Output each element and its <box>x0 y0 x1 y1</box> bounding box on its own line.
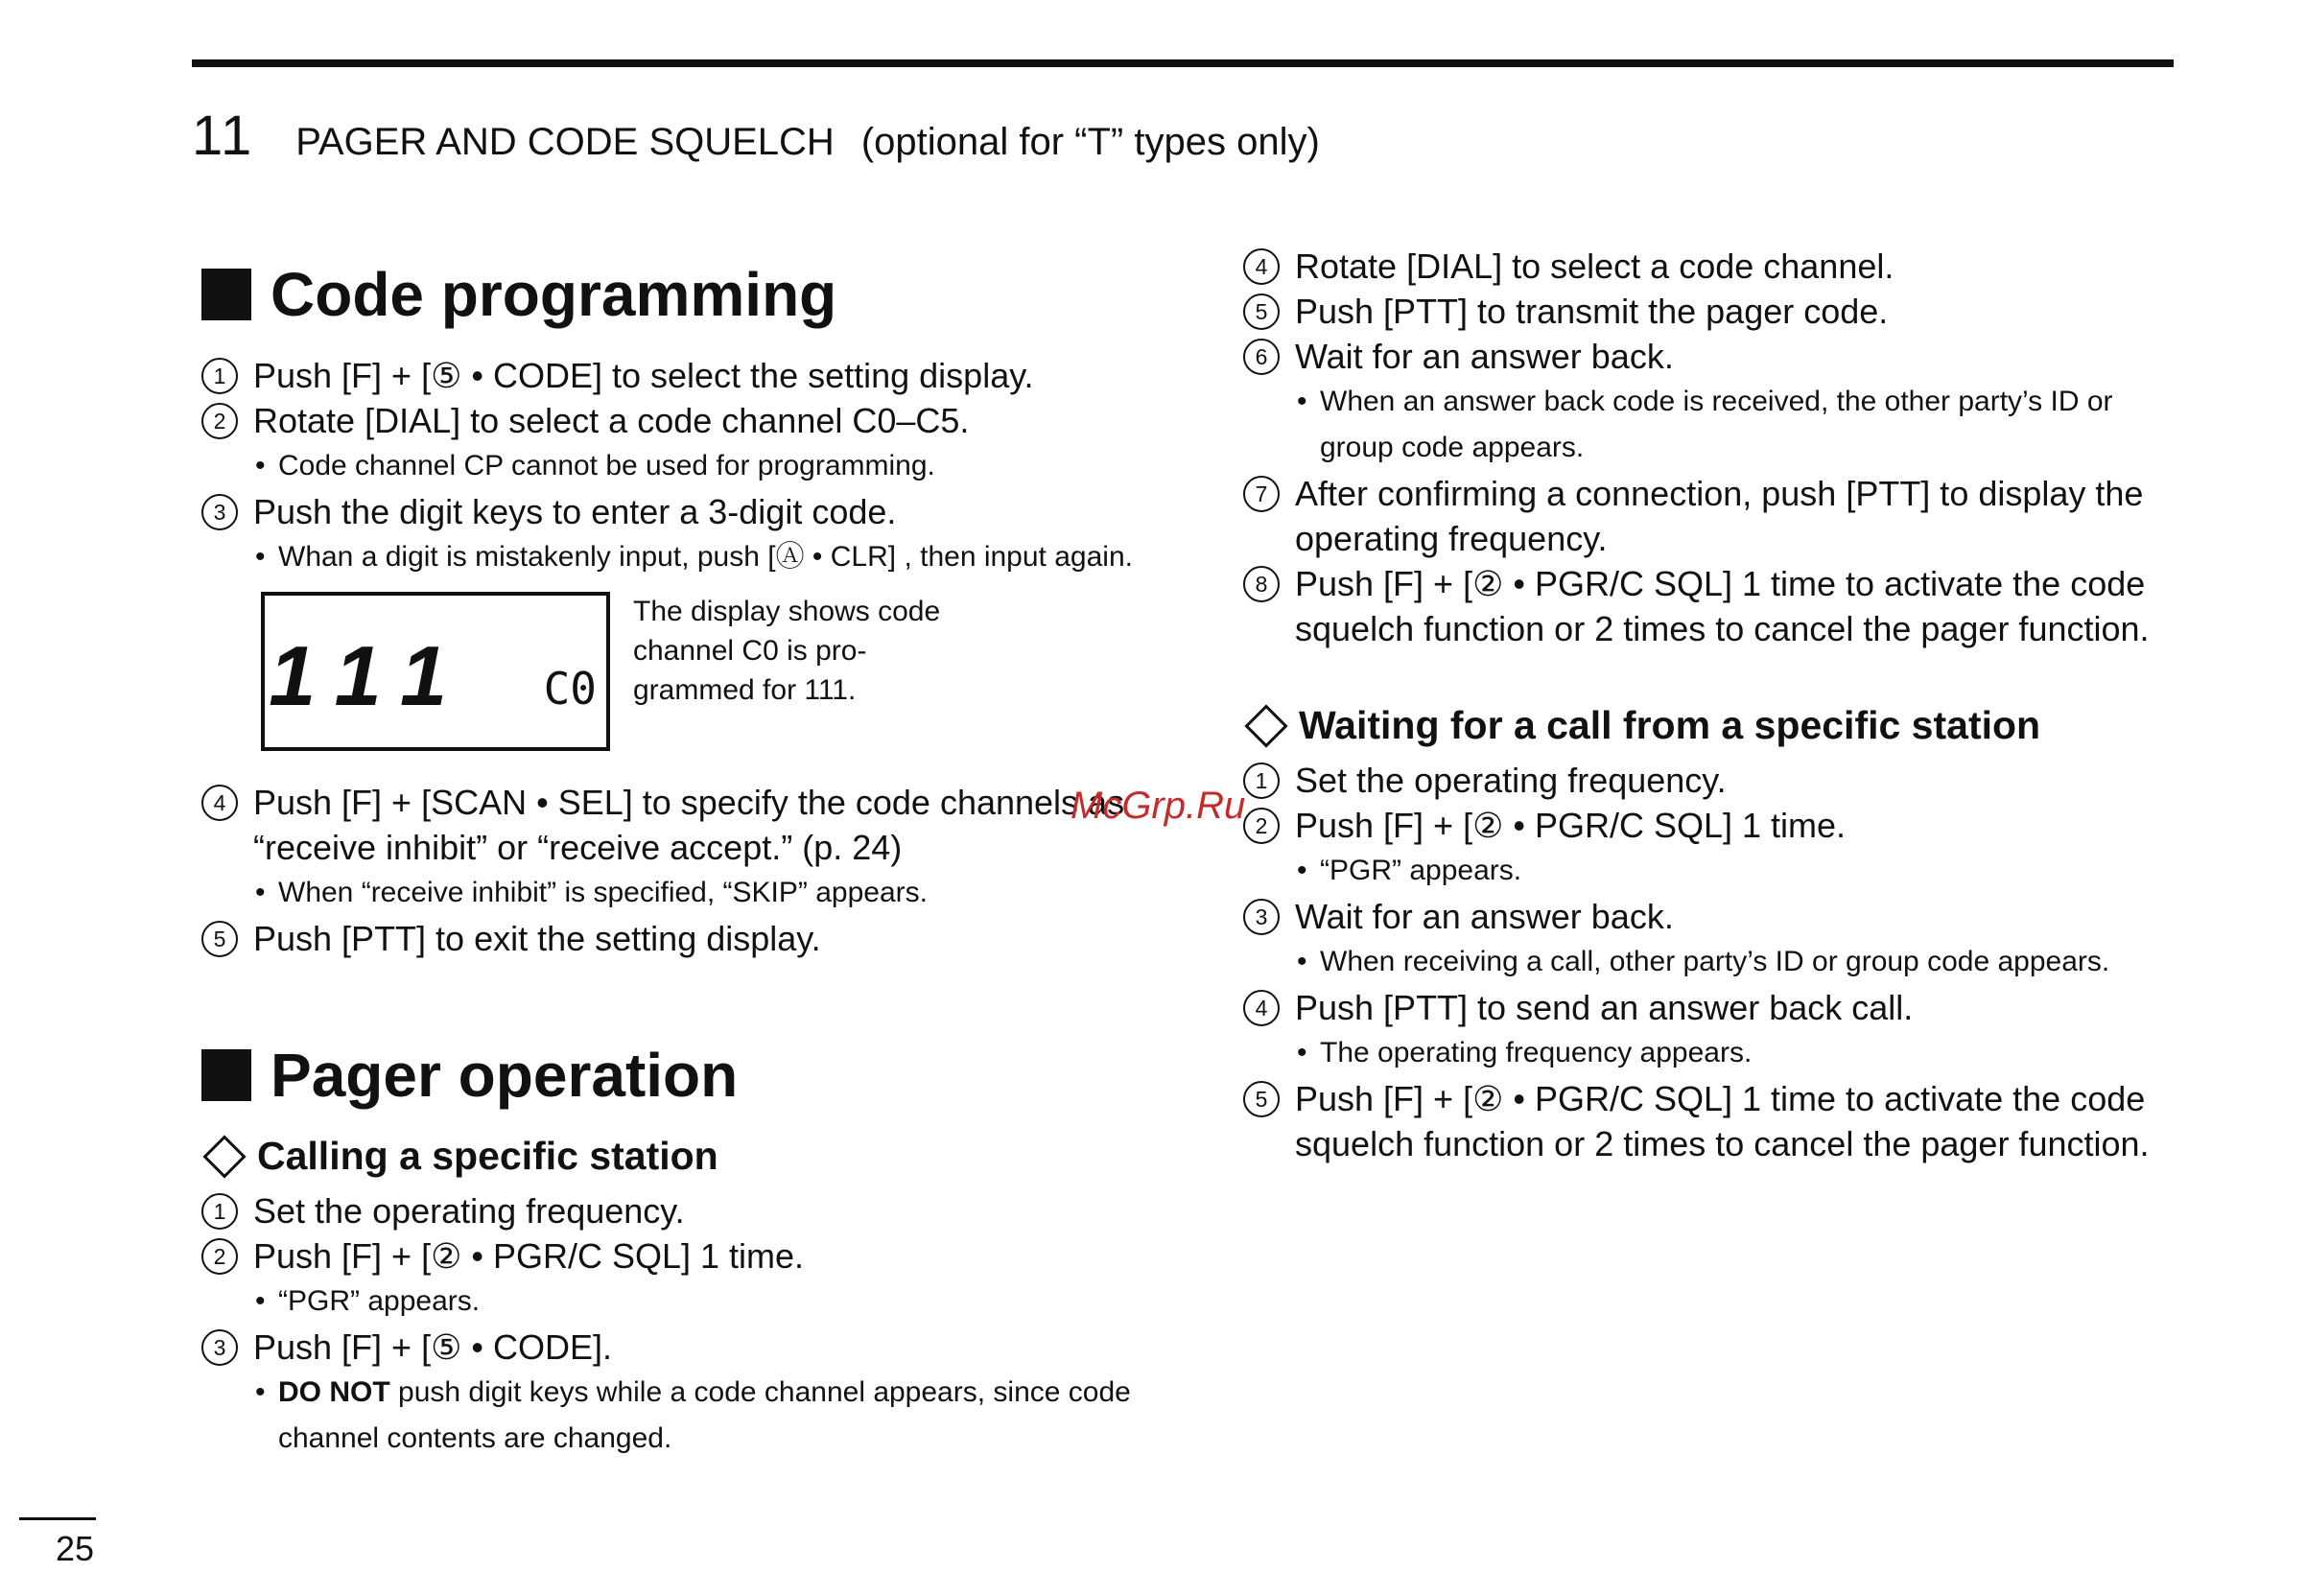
step-number-icon: 7 <box>1243 476 1280 512</box>
step-text: Push [F] + [SCAN • SEL] to specify the code channels as “receive inhibit” or “receive accept.” (p. 24) <box>253 783 1125 867</box>
bullet-dot-icon: • <box>1297 386 1307 417</box>
step-text: Wait for an answer back. <box>1295 337 1674 376</box>
calling-step-5 <box>1243 289 2193 334</box>
code-step-2 <box>201 398 1161 443</box>
code-note-2 <box>201 443 1161 489</box>
note-text: When “receive inhibit” is specified, “SKIP” appears. <box>278 877 928 908</box>
pager-operation-title: Pager operation <box>271 1041 739 1110</box>
step-number-icon: 3 <box>1243 899 1280 935</box>
chapter-header <box>192 104 1320 171</box>
right-column <box>1243 244 2193 1166</box>
calling-step-1 <box>201 1188 1161 1233</box>
step-text: Push [F] + [② • PGR/C SQL] 1 time to activate the code squelch function or 2 times to cancel the pager function. <box>1295 1079 2150 1163</box>
page-number: 25 <box>56 1529 95 1568</box>
waiting-step-4 <box>1243 985 2193 1030</box>
step-number-icon: 8 <box>1243 566 1280 602</box>
step-text: Push [F] + [② • PGR/C SQL] 1 time. <box>1295 806 1847 845</box>
bullet-dot-icon: • <box>255 541 266 573</box>
lcd-code-digits: 111 <box>269 628 472 723</box>
bullet-dot-icon: • <box>1297 1037 1307 1068</box>
step-text: Push the digit keys to enter a 3-digit code. <box>253 492 897 531</box>
step-text: Push [PTT] to transmit the pager code. <box>1295 292 1889 331</box>
bullet-dot-icon: • <box>255 450 266 481</box>
step-number-icon: 4 <box>201 785 238 821</box>
step-text: After confirming a connection, push [PTT] to display the operating frequency. <box>1295 474 2144 558</box>
square-bullet-icon <box>201 1049 251 1101</box>
top-rule <box>192 59 2174 67</box>
code-programming-title: Code programming <box>271 260 837 329</box>
step-text: Set the operating frequency. <box>1295 761 1727 800</box>
step-number-icon: 3 <box>201 1329 238 1366</box>
step-number-icon: 4 <box>1243 990 1280 1026</box>
bullet-dot-icon: • <box>1297 855 1307 886</box>
left-column <box>201 259 1161 1462</box>
step-number-icon: 3 <box>201 494 238 530</box>
note-text: “PGR” appears. <box>1320 855 1522 886</box>
code-step-4 <box>201 780 1161 870</box>
calling-step-4 <box>1243 244 2193 289</box>
code-note-4 <box>201 870 1161 916</box>
note-text: When receiving a call, other party’s ID or group code appears. <box>1320 946 2110 977</box>
step-number-icon: 4 <box>1243 248 1280 285</box>
step-number-icon: 2 <box>201 403 238 439</box>
step-text: Push [F] + [⑤ • CODE] to select the setting display. <box>253 356 1034 395</box>
lcd-display <box>261 592 610 751</box>
waiting-note-2 <box>1243 848 2193 894</box>
step-number-icon: 5 <box>1243 293 1280 330</box>
step-text: Rotate [DIAL] to select a code channel C0–C5. <box>253 401 970 440</box>
diamond-bullet-icon <box>1244 704 1287 747</box>
bullet-dot-icon: • <box>255 1376 266 1408</box>
step-text: Push [PTT] to exit the setting display. <box>253 919 821 958</box>
step-text: Push [F] + [⑤ • CODE]. <box>253 1327 612 1367</box>
waiting-step-1 <box>1243 758 2193 803</box>
waiting-note-4 <box>1243 1030 2193 1076</box>
note-text: The operating frequency appears. <box>1320 1037 1753 1068</box>
code-note-3 <box>201 534 1161 580</box>
bullet-dot-icon: • <box>255 877 266 908</box>
calling-step-2 <box>201 1233 1161 1279</box>
note-emphasis: DO NOT <box>278 1376 390 1408</box>
calling-note-6 <box>1243 379 2193 471</box>
waiting-step-2 <box>1243 803 2193 848</box>
calling-heading <box>201 1134 1161 1179</box>
note-text <box>278 1370 1161 1462</box>
calling-step-8 <box>1243 561 2193 651</box>
step-text: Wait for an answer back. <box>1295 897 1674 936</box>
step-number-icon: 2 <box>1243 808 1280 844</box>
bullet-dot-icon: • <box>255 1285 266 1317</box>
step-text: Push [F] + [② • PGR/C SQL] 1 time. <box>253 1236 805 1276</box>
note-text: When an answer back code is received, the other party’s ID or group code appears. <box>1320 386 2113 463</box>
bullet-dot-icon: • <box>1297 946 1307 977</box>
step-number-icon: 1 <box>1243 763 1280 799</box>
calling-step-6 <box>1243 334 2193 379</box>
waiting-heading <box>1243 703 2193 748</box>
step-text: Rotate [DIAL] to select a code channel. <box>1295 246 1894 286</box>
step-number-icon: 1 <box>201 1193 238 1230</box>
code-step-3 <box>201 489 1161 534</box>
diamond-bullet-icon <box>202 1135 246 1178</box>
step-number-icon: 5 <box>1243 1081 1280 1117</box>
chapter-subtitle: (optional for “T” types only) <box>860 121 1320 163</box>
watermark: McGrp.Ru <box>1071 785 1246 827</box>
chapter-number: 11 <box>192 105 254 167</box>
lcd-figure <box>261 592 1161 751</box>
chapter-title: PAGER AND CODE SQUELCH <box>295 121 835 163</box>
page-number-rule <box>19 1517 96 1520</box>
note-rest: push digit keys while a code channel appears, since code channel contents are changed. <box>278 1376 1131 1454</box>
waiting-note-3 <box>1243 939 2193 985</box>
step-text: Push [F] + [② • PGR/C SQL] 1 time to activate the code squelch function or 2 times to cancel the pager function. <box>1295 564 2150 648</box>
code-programming-heading <box>201 259 1161 330</box>
step-number-icon: 5 <box>201 921 238 957</box>
waiting-title: Waiting for a call from a specific station <box>1299 703 2041 747</box>
code-step-1 <box>201 353 1161 398</box>
note-text: Code channel CP cannot be used for programming. <box>278 450 935 481</box>
lcd-channel-indicator: C0 <box>543 663 597 715</box>
step-number-icon: 1 <box>201 358 238 394</box>
step-text: Push [PTT] to send an answer back call. <box>1295 988 1914 1027</box>
waiting-step-3 <box>1243 894 2193 939</box>
step-number-icon: 2 <box>201 1238 238 1275</box>
note-text: Whan a digit is mistakenly input, push [Ⓐ • CLR] , then input again. <box>278 541 1133 573</box>
lcd-caption: The display shows code channel C0 is pro-grammed for 111. <box>633 596 941 706</box>
waiting-step-5 <box>1243 1076 2193 1166</box>
square-bullet-icon <box>201 269 251 320</box>
calling-note-2 <box>201 1279 1161 1325</box>
calling-step-3 <box>201 1325 1161 1370</box>
code-step-5 <box>201 916 1161 961</box>
note-text: “PGR” appears. <box>278 1285 481 1317</box>
step-text: Set the operating frequency. <box>253 1191 685 1231</box>
pager-operation-heading <box>201 1040 1161 1111</box>
calling-title: Calling a specific station <box>257 1134 718 1178</box>
step-number-icon: 6 <box>1243 339 1280 375</box>
calling-step-7 <box>1243 471 2193 561</box>
calling-note-3 <box>201 1370 1161 1462</box>
